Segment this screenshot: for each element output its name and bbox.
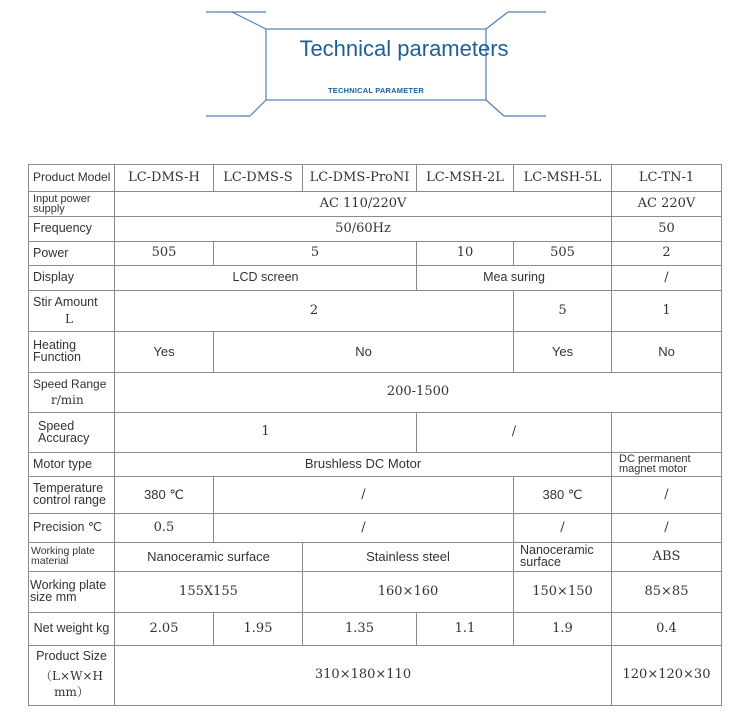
banner-frame bbox=[0, 0, 750, 130]
value-input-power-tn: AC 220V bbox=[612, 192, 722, 217]
value-frequency-tn: 50 bbox=[612, 217, 722, 242]
value-size-h-s: 155X155 bbox=[115, 572, 303, 613]
row-motor-type bbox=[29, 453, 722, 477]
label-speed-range bbox=[29, 373, 115, 413]
value-material-tn: ABS bbox=[612, 543, 722, 572]
value-precision-msh5l: / bbox=[514, 514, 612, 543]
label-plate-material: Working plate material bbox=[29, 543, 115, 572]
value-stir-msh5l: 5 bbox=[514, 291, 612, 332]
value-precision-tn: / bbox=[612, 514, 722, 543]
row-heating bbox=[29, 332, 722, 373]
row-plate-size bbox=[29, 572, 722, 613]
spec-table bbox=[28, 164, 722, 706]
label-input-power: Input power supply bbox=[29, 192, 115, 217]
product-size-unit: （L×W×H mm） bbox=[40, 668, 103, 700]
product-size-text: Product Size bbox=[36, 648, 107, 663]
value-stir-tn: 1 bbox=[612, 291, 722, 332]
label-power: Power bbox=[29, 242, 115, 266]
row-precision bbox=[29, 514, 722, 543]
value-stir-main: 2 bbox=[115, 291, 514, 332]
value-speed-accuracy-dms: 1 bbox=[115, 413, 417, 453]
value-temp-msh5l: 380 ℃ bbox=[514, 477, 612, 514]
value-weight-h: 2.05 bbox=[115, 613, 214, 646]
value-power-msh5l: 505 bbox=[514, 242, 612, 266]
value-speed-range: 200-1500 bbox=[115, 373, 722, 413]
header-lc-msh-2l: LC-MSH-2L bbox=[417, 165, 514, 192]
value-speed-accuracy-tn bbox=[612, 413, 722, 453]
value-display-lcd: LCD screen bbox=[115, 266, 417, 291]
header-lc-dms-h: LC-DMS-H bbox=[115, 165, 214, 192]
value-power-tn: 2 bbox=[612, 242, 722, 266]
value-material-h-s: Nanoceramic surface bbox=[115, 543, 303, 572]
value-display-measuring: Mea suring bbox=[417, 266, 612, 291]
banner-title: Technical parameters bbox=[299, 36, 509, 61]
value-material-msh5l: Nanoceramic surface bbox=[514, 543, 612, 572]
label-temp-range: Temperature control range bbox=[29, 477, 115, 514]
header-lc-dms-proni: LC-DMS-ProNI bbox=[303, 165, 417, 192]
value-material-proni-2l: Stainless steel bbox=[303, 543, 514, 572]
value-power-msh2l: 10 bbox=[417, 242, 514, 266]
value-temp-h: 380 ℃ bbox=[115, 477, 214, 514]
value-temp-tn: / bbox=[612, 477, 722, 514]
row-speed-accuracy bbox=[29, 413, 722, 453]
label-precision: Precision ℃ bbox=[29, 514, 115, 543]
value-weight-msh2l: 1.1 bbox=[417, 613, 514, 646]
value-precision-h: 0.5 bbox=[115, 514, 214, 543]
value-product-size-tn: 120×120×30 bbox=[612, 646, 722, 706]
row-input-power bbox=[29, 192, 722, 217]
row-frequency bbox=[29, 217, 722, 242]
row-speed-range bbox=[29, 373, 722, 413]
label-stir-amount bbox=[29, 291, 115, 332]
label-net-weight: Net weight kg bbox=[29, 613, 115, 646]
stir-amount-unit: L bbox=[65, 311, 73, 326]
row-plate-material bbox=[29, 543, 722, 572]
value-frequency-main: 50/60Hz bbox=[115, 217, 612, 242]
value-weight-s: 1.95 bbox=[214, 613, 303, 646]
row-stir-amount bbox=[29, 291, 722, 332]
row-net-weight bbox=[29, 613, 722, 646]
value-input-power-main: AC 110/220V bbox=[115, 192, 612, 217]
value-heating-tn: No bbox=[612, 332, 722, 373]
header-lc-dms-s: LC-DMS-S bbox=[214, 165, 303, 192]
label-display: Display bbox=[29, 266, 115, 291]
header-row bbox=[29, 165, 722, 192]
value-size-proni-2l: 160×160 bbox=[303, 572, 514, 613]
value-heating-msh5l: Yes bbox=[514, 332, 612, 373]
header-lc-tn-1: LC-TN-1 bbox=[612, 165, 722, 192]
value-size-tn: 85×85 bbox=[612, 572, 722, 613]
label-frequency: Frequency bbox=[29, 217, 115, 242]
value-speed-accuracy-msh: / bbox=[417, 413, 612, 453]
value-weight-proni: 1.35 bbox=[303, 613, 417, 646]
header-product-model: Product Model bbox=[29, 165, 115, 192]
value-weight-msh5l: 1.9 bbox=[514, 613, 612, 646]
row-power bbox=[29, 242, 722, 266]
label-motor-type: Motor type bbox=[29, 453, 115, 477]
value-precision-middle: / bbox=[214, 514, 514, 543]
stir-amount-text: Stir Amount bbox=[33, 295, 98, 310]
header-banner bbox=[0, 0, 750, 130]
value-power-s-proni: 5 bbox=[214, 242, 417, 266]
row-temp-range bbox=[29, 477, 722, 514]
row-display bbox=[29, 266, 722, 291]
row-product-size bbox=[29, 646, 722, 706]
label-product-size bbox=[29, 646, 115, 706]
label-speed-accuracy: Speed Accuracy bbox=[29, 413, 115, 453]
value-display-tn: / bbox=[612, 266, 722, 291]
value-size-msh5l: 150×150 bbox=[514, 572, 612, 613]
value-motor-tn: DC permanent magnet motor bbox=[612, 453, 722, 477]
speed-range-unit: r/min bbox=[51, 393, 84, 407]
value-motor-main: Brushless DC Motor bbox=[115, 453, 612, 477]
value-power-h: 505 bbox=[115, 242, 214, 266]
value-heating-h: Yes bbox=[115, 332, 214, 373]
value-temp-middle: / bbox=[214, 477, 514, 514]
speed-range-text: Speed Range bbox=[33, 376, 107, 391]
header-lc-msh-5l: LC-MSH-5L bbox=[514, 165, 612, 192]
value-product-size-main: 310×180×110 bbox=[115, 646, 612, 706]
label-heating: Heating Function bbox=[29, 332, 115, 373]
label-plate-size: Working plate size mm bbox=[29, 572, 115, 613]
banner-subtitle: TECHNICAL PARAMETER bbox=[327, 86, 425, 95]
value-weight-tn: 0.4 bbox=[612, 613, 722, 646]
value-heating-middle: No bbox=[214, 332, 514, 373]
